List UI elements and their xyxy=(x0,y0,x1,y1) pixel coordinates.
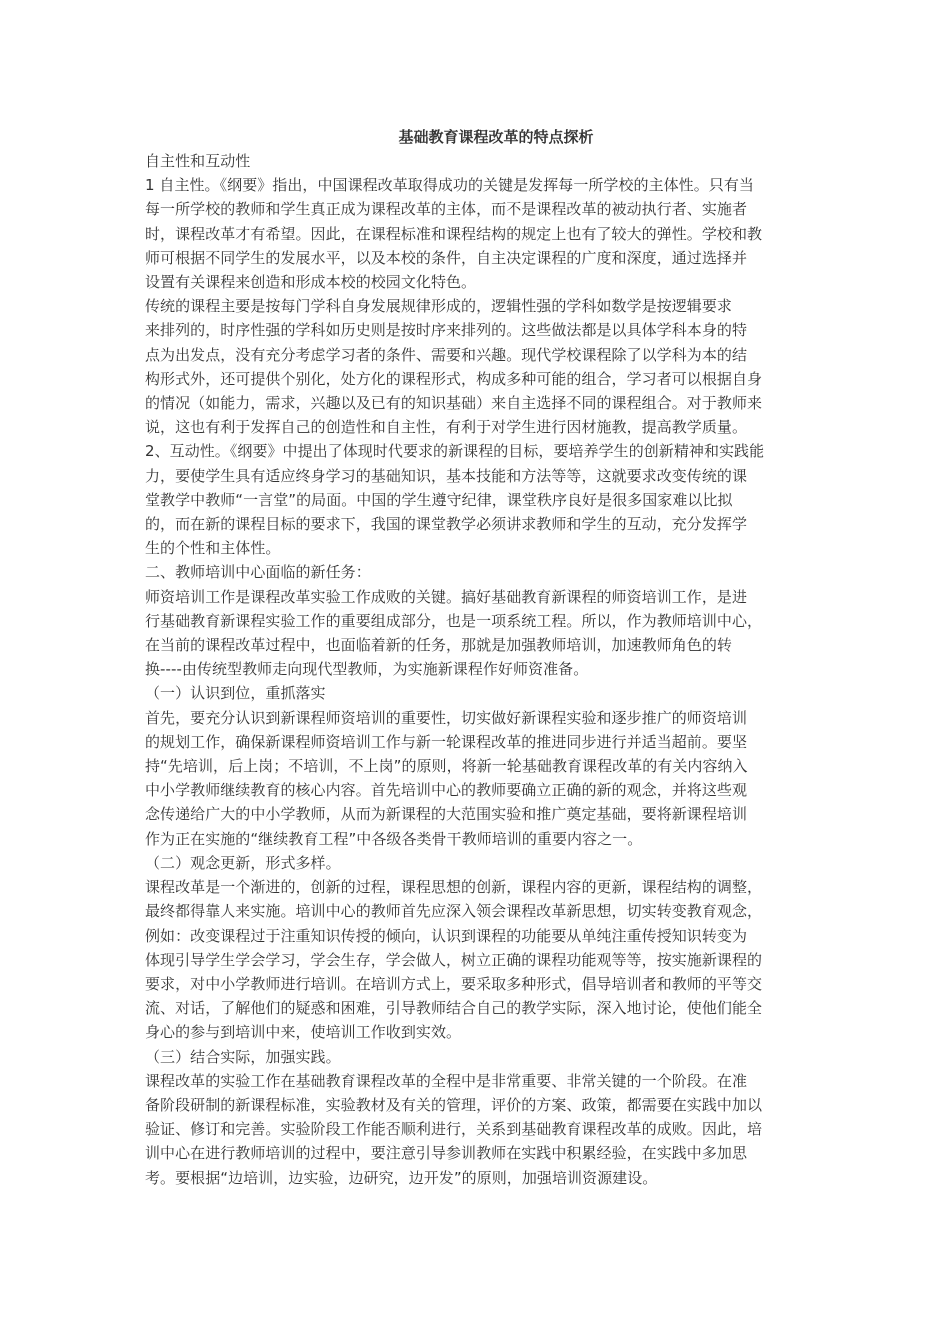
text-line: 传统的课程主要是按每门学科自身发展规律形成的，逻辑性强的学科如数学是按逻辑要求 xyxy=(145,297,732,316)
text-line: 课程改革的实验工作在基础教育课程改革的全程中是非常重要、非常关键的一个阶段。在准 xyxy=(145,1071,748,1090)
text-line: 首先，要充分认识到新课程师资培训的重要性，切实做好新课程实验和逐步推广的师资培训 xyxy=(145,708,748,727)
text-line: 二、教师培训中心面临的新任务： xyxy=(145,563,371,582)
text-line: （一）认识到位，重抓落实 xyxy=(145,684,326,703)
text-line: 课程改革是一个渐进的，创新的过程，课程思想的创新，课程内容的更新，课程结构的调整， xyxy=(145,878,763,897)
text-line: 念传递给广大的中小学教师，从而为新课程的大范围实验和推广奠定基础，要将新课程培训 xyxy=(145,805,748,824)
text-line: 换----由传统型教师走向现代型教师，为实施新课程作好师资准备。 xyxy=(145,660,589,679)
document-title: 基础教育课程改革的特点探析 xyxy=(398,128,594,146)
document-page xyxy=(145,125,817,1190)
text-line: 2、互动性。《纲要》中提出了体现时代要求的新课程的目标，要培养学生的创新精神和实践能 xyxy=(145,442,765,461)
text-line: 师可根据不同学生的发展水平，以及本校的条件，自主决定课程的广度和深度，通过选择并 xyxy=(145,248,748,267)
text-line: 持“先培训，后上岗；不培训，不上岗”的原则，将新一轮基础教育课程改革的有关内容纳入 xyxy=(145,757,748,776)
text-line: （二）观念更新，形式多样。 xyxy=(145,853,341,872)
text-line: 验证、修订和完善。实验阶段工作能否顺利进行，关系到基础教育课程改革的成败。因此，培 xyxy=(145,1120,763,1139)
text-line: 训中心在进行教师培训的过程中，要注意引导参训教师在实践中积累经验，在实践中多加思 xyxy=(145,1144,748,1163)
text-line: 说，这也有利于发挥自己的创造性和自主性，有利于对学生进行因材施教，提高教学质量。 xyxy=(145,418,748,437)
text-line: （三）结合实际，加强实践。 xyxy=(145,1047,341,1066)
text-line: 力，要使学生具有适应终身学习的基础知识，基本技能和方法等等，这就要求改变传统的课 xyxy=(145,466,748,485)
text-line: 的，而在新的课程目标的要求下，我国的课堂教学必须讲求教师和学生的互动，充分发挥学 xyxy=(145,515,748,534)
text-line: 来排列的，时序性强的学科如历史则是按时序来排列的。这些做法都是以具体学科本身的特 xyxy=(145,321,748,340)
text-line: 中小学教师继续教育的核心内容。首先培训中心的教师要确立正确的新的观念，并将这些观 xyxy=(145,781,748,800)
text-line: 设置有关课程来创造和形成本校的校园文化特色。 xyxy=(145,273,477,292)
text-line: 师资培训工作是课程改革实验工作成败的关键。搞好基础教育新课程的师资培训工作，是进 xyxy=(145,587,748,606)
text-line: 流、对话，了解他们的疑惑和困难，引导教师结合自己的教学实际，深入地讨论，使他们能全 xyxy=(145,999,763,1018)
document-body xyxy=(145,149,817,1190)
text-line: 在当前的课程改革过程中，也面临着新的任务，那就是加强教师培训，加速教师角色的转 xyxy=(145,636,732,655)
text-line: 作为正在实施的“继续教育工程”中各级各类骨干教师培训的重要内容之一。 xyxy=(145,829,643,848)
text-line: 备阶段研制的新课程标准，实验教材及有关的管理，评价的方案、政策，都需要在实践中加以 xyxy=(145,1095,763,1114)
text-line: 身心的参与到培训中来，使培训工作收到实效。 xyxy=(145,1023,462,1042)
text-line: 点为出发点，没有充分考虑学习者的条件、需要和兴趣。现代学校课程除了以学科为本的结 xyxy=(145,345,748,364)
text-line: 要求，对中小学教师进行培训。在培训方式上，要采取多种形式，倡导培训者和教师的平等交 xyxy=(145,974,763,993)
text-line: 的情况（如能力，需求，兴趣以及已有的知识基础）来自主选择不同的课程组合。对于教师来 xyxy=(145,394,763,413)
text-line: 生的个性和主体性。 xyxy=(145,539,281,558)
text-line: 每一所学校的教师和学生真正成为课程改革的主体，而不是课程改革的被动执行者、实施者 xyxy=(145,200,748,219)
text-line: 例如：改变课程过于注重知识传授的倾向，认识到课程的功能要从单纯注重传授知识转变为 xyxy=(145,926,748,945)
text-line: 体现引导学生学会学习，学会生存，学会做人，树立正确的课程功能观等等，按实施新课程的 xyxy=(145,950,763,969)
text-line: 堂教学中教师“一言堂”的局面。中国的学生遵守纪律，课堂秩序良好是很多国家难以比拟 xyxy=(145,490,733,509)
text-line: 时，课程改革才有希望。因此，在课程标准和课程结构的规定上也有了较大的弹性。学校和教 xyxy=(145,224,763,243)
text-line: 最终都得靠人来实施。培训中心的教师首先应深入领会课程改革新思想，切实转变教育观念， xyxy=(145,902,763,921)
text-line: 考。要根据“边培训，边实验，边研究，边开发”的原则，加强培训资源建设。 xyxy=(145,1168,658,1187)
text-line: 1 自主性。《纲要》指出，中国课程改革取得成功的关键是发挥每一所学校的主体性。只有当 xyxy=(145,176,754,195)
text-line: 行基础教育新课程实验工作的重要组成部分，也是一项系统工程。所以，作为教师培训中心， xyxy=(145,611,763,630)
text-line: 自主性和互动性 xyxy=(145,152,251,170)
text-line: 的规划工作，确保新课程师资培训工作与新一轮课程改革的推进同步进行并适当超前。要坚 xyxy=(145,732,748,751)
text-line: 构形式外，还可提供个别化，处方化的课程形式，构成多种可能的组合，学习者可以根据自身 xyxy=(145,369,763,388)
